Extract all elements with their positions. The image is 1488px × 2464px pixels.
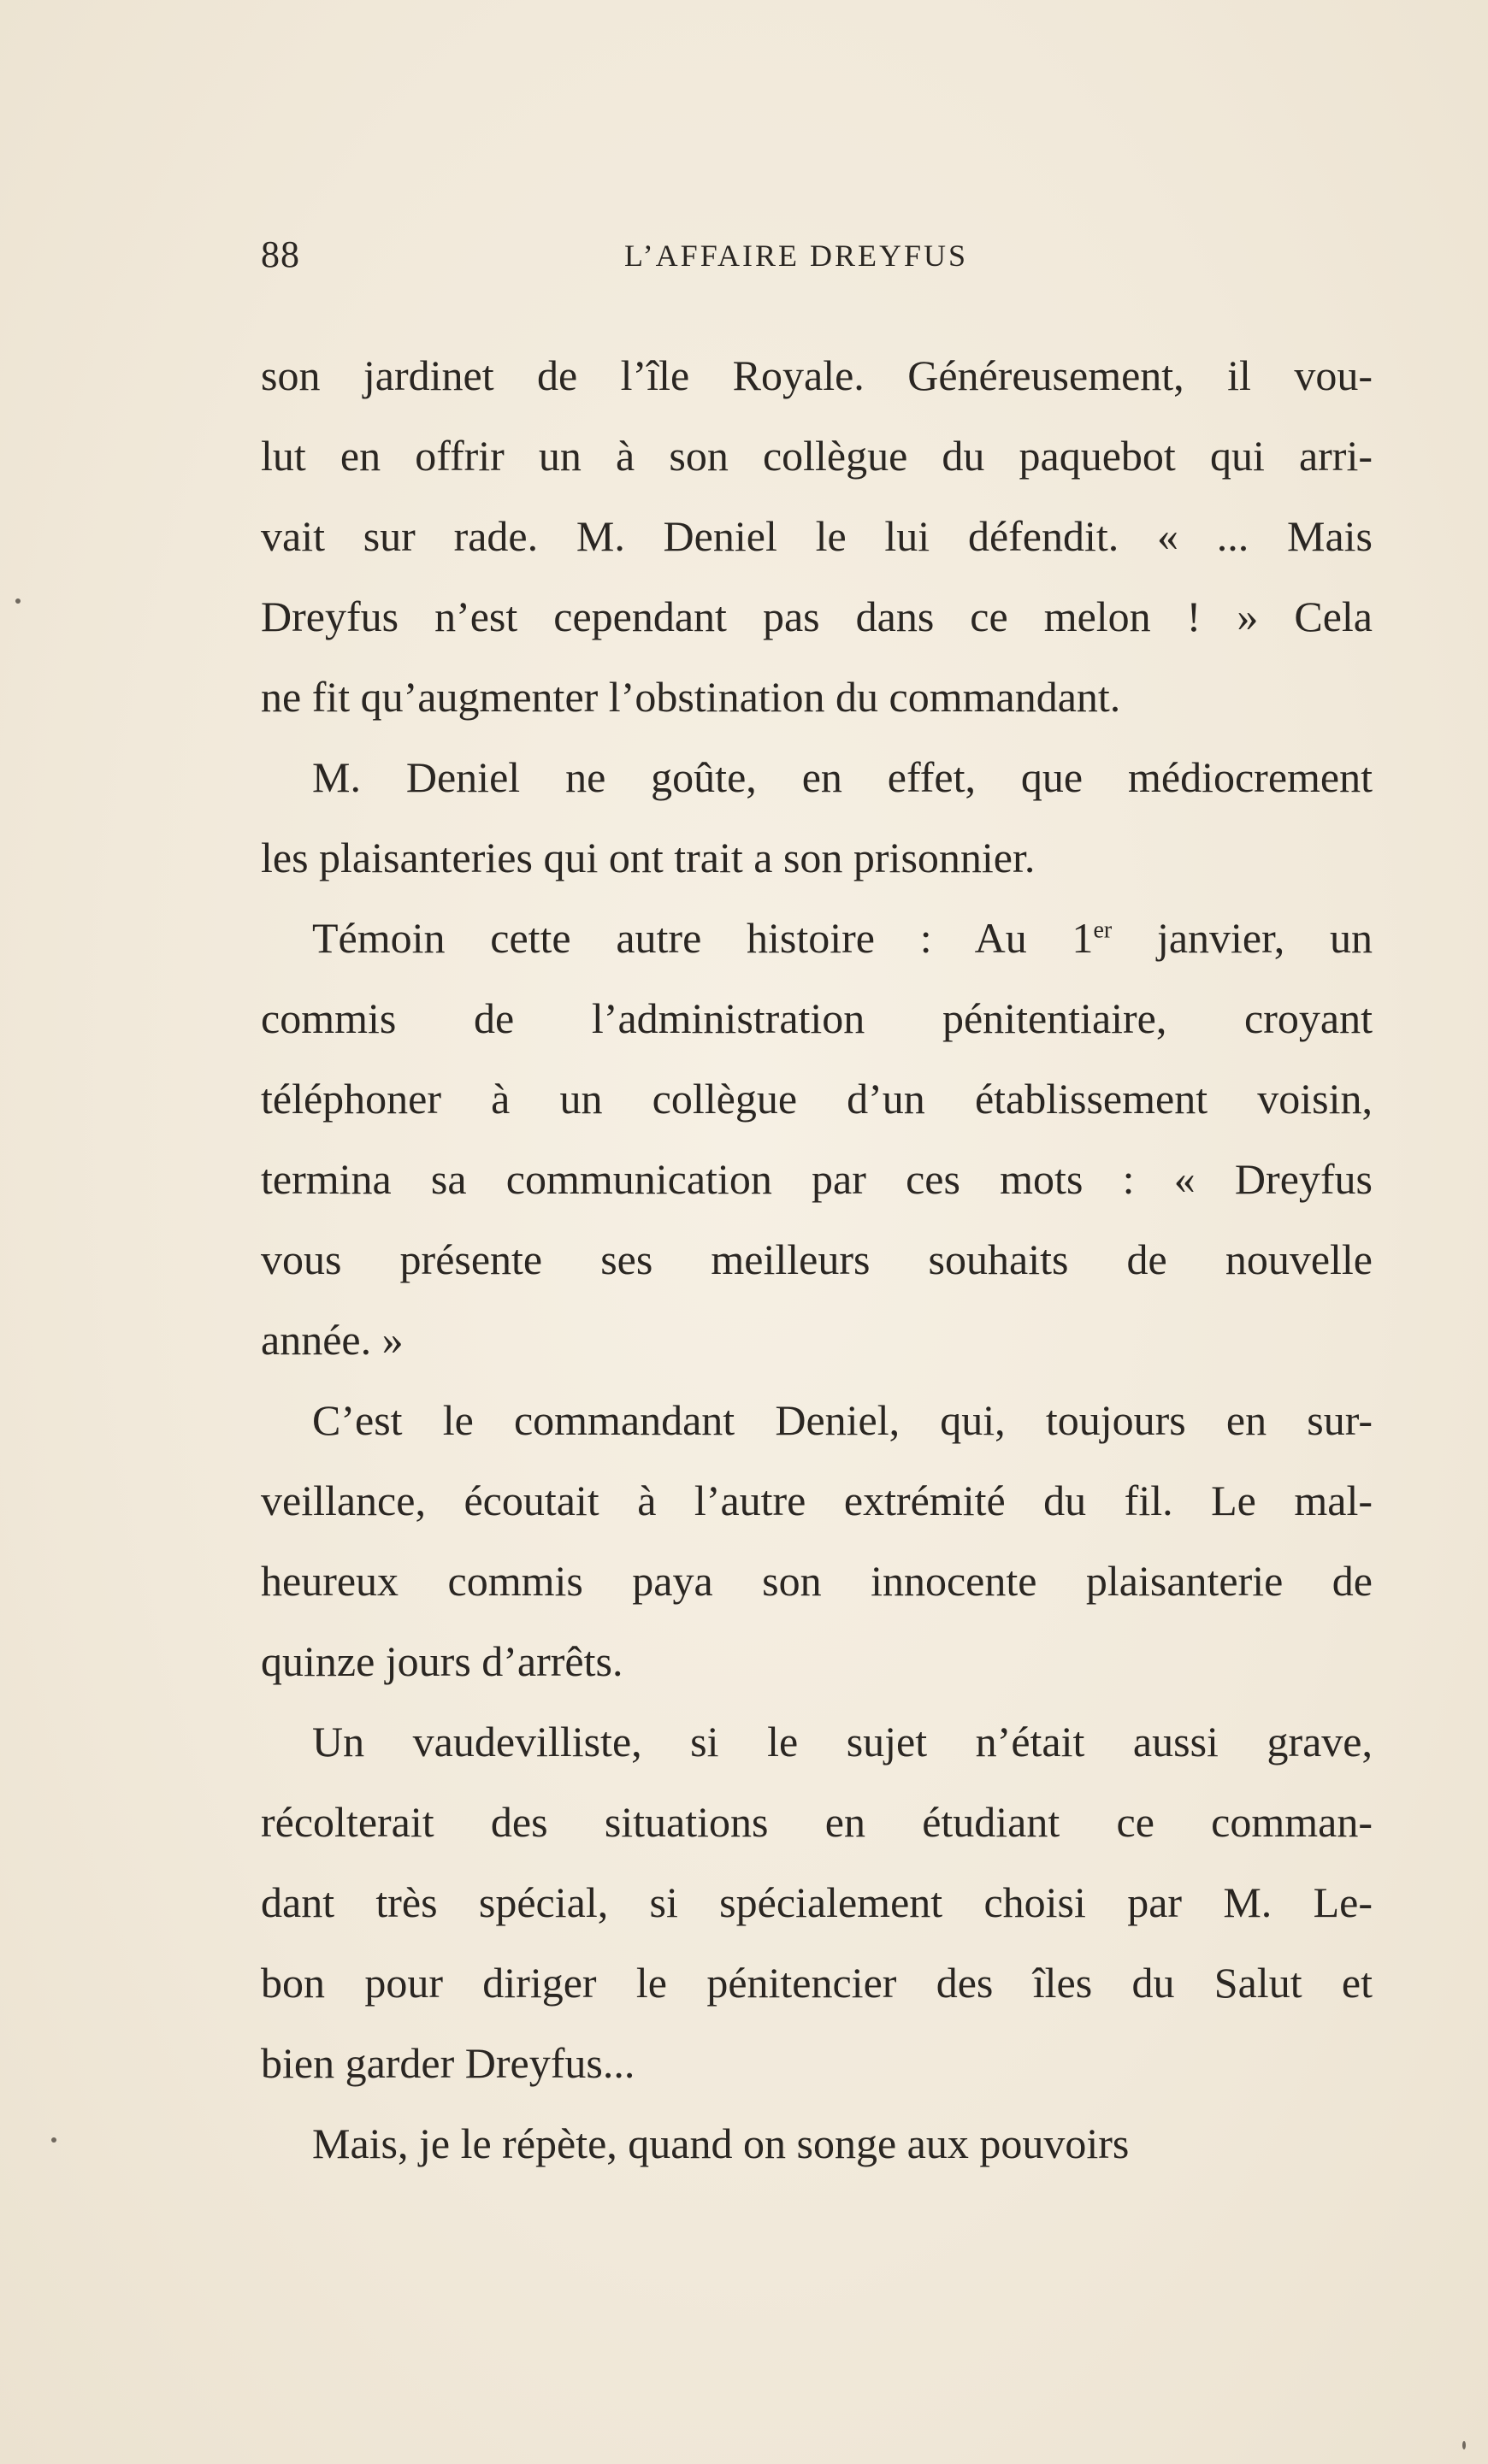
paper-speck	[1462, 2441, 1466, 2449]
text-line-23: Mais, je le répète, quand on songe aux pouvoirs	[312, 2119, 1130, 2167]
text-line-8	[261, 898, 1373, 978]
text-line-10: téléphoner à un collègue d’un établissement voisin,	[261, 1075, 1373, 1123]
text-line-13: année. »	[261, 1316, 404, 1364]
text-line-15: veillance, écoutait à l’autre extrémité du fil. Le mal-	[261, 1477, 1373, 1524]
text-line-7: les plaisanteries qui ont trait a son prisonnier.	[261, 834, 1036, 881]
text-line-19: récolterait des situations en étudiant ce comman-	[261, 1798, 1373, 1846]
text-line-20: dant très spécial, si spécialement choisi par M. Le-	[261, 1878, 1373, 1926]
text-line-8-start: Témoin cette autre histoire : Au 1	[312, 914, 1094, 962]
paper-speck	[51, 2137, 56, 2143]
text-line-18: Un vaudevilliste, si le sujet n’était aussi grave,	[312, 1718, 1373, 1765]
running-title: L’AFFAIRE DREYFUS	[624, 239, 969, 273]
text-line-21: bon pour diriger le pénitencier des îles du Salut et	[261, 1959, 1373, 2007]
text-line-5: ne fit qu’augmenter l’obstination du commandant.	[261, 673, 1121, 721]
text-line-12: vous présente ses meilleurs souhaits de nouvelle	[261, 1235, 1373, 1283]
body-text	[261, 335, 1373, 2184]
text-line-1: son jardinet de l’île Royale. Généreusement, il vou-	[261, 351, 1373, 399]
page-number: 88	[261, 233, 300, 275]
text-line-8-end: janvier, un	[1112, 914, 1373, 962]
text-line-17: quinze jours d’arrêts.	[261, 1637, 623, 1685]
text-line-6: M. Deniel ne goûte, en effet, que médiocrement	[312, 753, 1373, 801]
text-line-11: termina sa communication par ces mots : « Dreyfus	[261, 1155, 1373, 1203]
text-line-14: C’est le commandant Deniel, qui, toujours en sur-	[312, 1396, 1373, 1444]
text-line-4: Dreyfus n’est cependant pas dans ce melon ! » Cela	[261, 592, 1373, 640]
text-line-9: commis de l’administration pénitentiaire, croyant	[261, 994, 1373, 1042]
ordinal-superscript: er	[1093, 917, 1113, 944]
running-head	[261, 233, 1373, 284]
text-line-3: vait sur rade. M. Deniel le lui défendit. « ... Mais	[261, 512, 1373, 560]
paper-speck	[15, 598, 21, 604]
text-line-16: heureux commis paya son innocente plaisanterie de	[261, 1557, 1373, 1605]
text-line-22: bien garder Dreyfus...	[261, 2039, 635, 2087]
text-line-2: lut en offrir un à son collègue du paquebot qui arri-	[261, 432, 1373, 480]
